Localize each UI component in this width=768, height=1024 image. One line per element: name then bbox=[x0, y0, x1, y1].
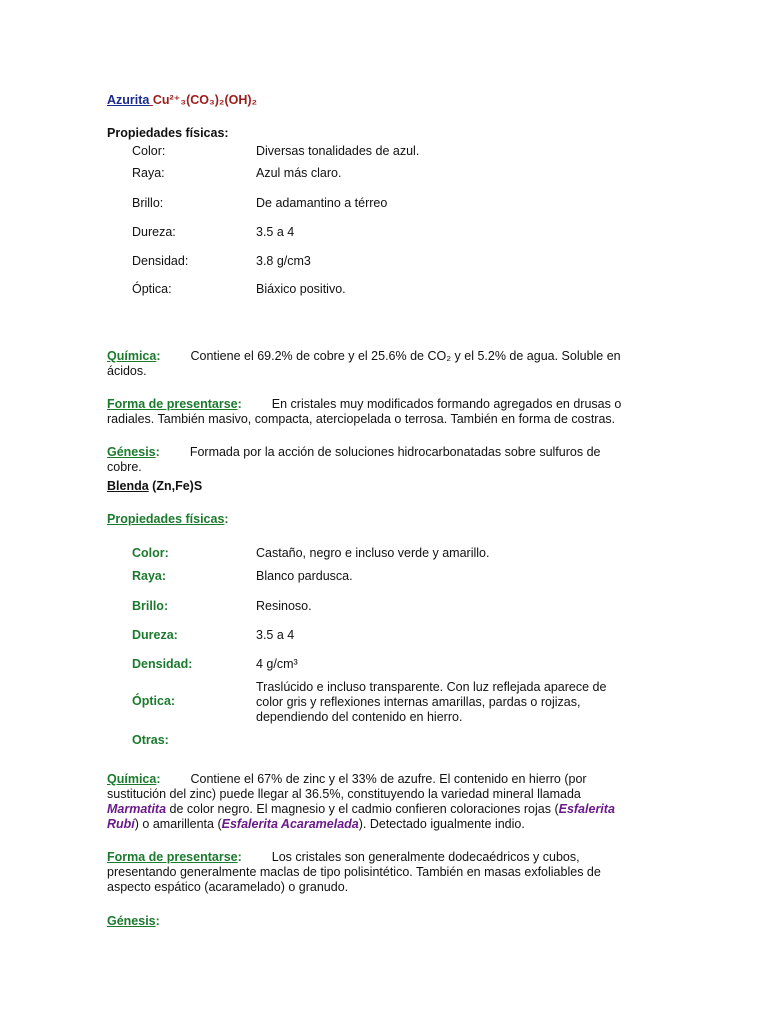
quimica-text: Contiene el 67% de zinc y el 33% de azufre. El contenido en hierro (por sustitución del zinc) puede llegar al 36.5%, constituyendo la variedad mineral llamada bbox=[107, 772, 587, 801]
azurita-formula: Cu²⁺₃(CO₃)₂(OH)₂ bbox=[152, 93, 258, 107]
prop-label: Óptica: bbox=[132, 282, 172, 296]
prop-label: Brillo: bbox=[132, 196, 164, 210]
prop-value: 3.5 a 4 bbox=[256, 225, 295, 239]
prop-label: Densidad: bbox=[132, 657, 193, 671]
esfalerita-acaramelada-term: Esfalerita Acaramelada bbox=[221, 817, 359, 831]
quimica-text: ) o amarillenta ( bbox=[134, 817, 222, 831]
blenda-props-heading[interactable]: Propiedades físicas bbox=[107, 512, 225, 526]
esfalerita-rubi-term: Esfalerita Rubí bbox=[107, 802, 615, 831]
quimica-text: de color negro. El magnesio y el cadmio confieren coloraciones rojas ( bbox=[166, 802, 559, 816]
prop-value: Azul más claro. bbox=[256, 166, 342, 180]
prop-value: Traslúcido e incluso transparente. Con luz reflejada aparece de color gris y reflexiones internas amarillas, pardas o rojizas, dependiendo del contenido en hierro. bbox=[256, 680, 607, 724]
azurita-forma: Forma de presentarse: En cristales muy modificados formando agregados en drusas o radiales. También masivo, compacta, aterciopelada o terrosa. También en forma de costras. bbox=[107, 397, 622, 426]
quimica-text: Contiene el 69.2% de cobre y el 25.6% de CO₂ y el 5.2% de agua. Soluble en ácidos. bbox=[107, 349, 621, 378]
genesis-label[interactable]: Génesis bbox=[107, 445, 156, 459]
prop-value: Resinoso. bbox=[256, 599, 312, 613]
prop-value: 3.8 g/cm3 bbox=[256, 254, 311, 268]
prop-value: Diversas tonalidades de azul. bbox=[256, 144, 420, 158]
prop-label: Color: bbox=[132, 546, 169, 560]
prop-value: 3.5 a 4 bbox=[256, 628, 295, 642]
prop-label: Raya: bbox=[132, 166, 165, 180]
blenda-name[interactable]: Blenda bbox=[107, 479, 149, 493]
prop-label: Brillo: bbox=[132, 599, 169, 613]
prop-label: Óptica: bbox=[132, 694, 176, 708]
prop-value: Castaño, negro e incluso verde y amarillo. bbox=[256, 546, 490, 560]
genesis-text: Formada por la acción de soluciones hidrocarbonatadas sobre sulfuros de cobre. bbox=[107, 445, 601, 474]
prop-label: Color: bbox=[132, 144, 166, 158]
blenda-props-heading-wrap: Propiedades físicas: bbox=[107, 512, 229, 526]
prop-label: Dureza: bbox=[132, 225, 176, 239]
azurita-title bbox=[107, 92, 257, 107]
prop-value: Biáxico positivo. bbox=[256, 282, 346, 296]
blenda-title bbox=[107, 479, 202, 493]
prop-value: 4 g/cm³ bbox=[256, 657, 298, 671]
blenda-genesis: Génesis: bbox=[107, 914, 160, 928]
prop-value: Blanco pardusca. bbox=[256, 569, 353, 583]
azurita-quimica: Química: Contiene el 69.2% de cobre y el 25.6% de CO₂ y el 5.2% de agua. Soluble en ácidos. bbox=[107, 349, 621, 378]
azurita-props-heading: Propiedades físicas: bbox=[107, 126, 229, 140]
quimica-label[interactable]: Química bbox=[107, 349, 157, 363]
forma-text: Los cristales son generalmente dodecaédricos y cubos, presentando generalmente maclas de tipo polisintético. También en masas exfoliables de aspecto espático (acaramelado) o granudo. bbox=[107, 850, 601, 894]
genesis-label[interactable]: Génesis bbox=[107, 914, 156, 928]
prop-label: Raya: bbox=[132, 569, 167, 583]
prop-label: Dureza: bbox=[132, 628, 178, 642]
blenda-formula: (Zn,Fe)S bbox=[152, 479, 203, 493]
forma-label[interactable]: Forma de presentarse bbox=[107, 397, 238, 411]
forma-label[interactable]: Forma de presentarse bbox=[107, 850, 238, 864]
azurita-name[interactable]: Azurita bbox=[107, 93, 150, 107]
azurita-genesis: Génesis: Formada por la acción de soluciones hidrocarbonatadas sobre sulfuros de cobre. bbox=[107, 445, 601, 474]
forma-text: En cristales muy modificados formando agregados en drusas o radiales. También masivo, compacta, aterciopelada o terrosa. También en forma de costras. bbox=[107, 397, 622, 426]
blenda-quimica: Química: Contiene el 67% de zinc y el 33% de azufre. El contenido en hierro (por sustitución del zinc) puede llegar al 36.5%, constituyendo la variedad mineral llamada Marmatita de color negro. El magnesio y el cadmio confieren coloraciones rojas (Esfalerita Rubí) o amarillenta (Esfalerita Acaramelada). Detectado igualmente indio. bbox=[107, 772, 615, 831]
prop-value: De adamantino a térreo bbox=[256, 196, 388, 210]
quimica-text: ). Detectado igualmente indio. bbox=[358, 817, 525, 831]
marmatita-term: Marmatita bbox=[107, 802, 167, 816]
quimica-label[interactable]: Química bbox=[107, 772, 157, 786]
prop-label: Otras: bbox=[132, 733, 169, 747]
prop-label: Densidad: bbox=[132, 254, 189, 268]
blenda-forma: Forma de presentarse: Los cristales son generalmente dodecaédricos y cubos, presentando generalmente maclas de tipo polisintético. También en masas exfoliables de aspecto espático (acaramelado) o granudo. bbox=[107, 850, 601, 894]
